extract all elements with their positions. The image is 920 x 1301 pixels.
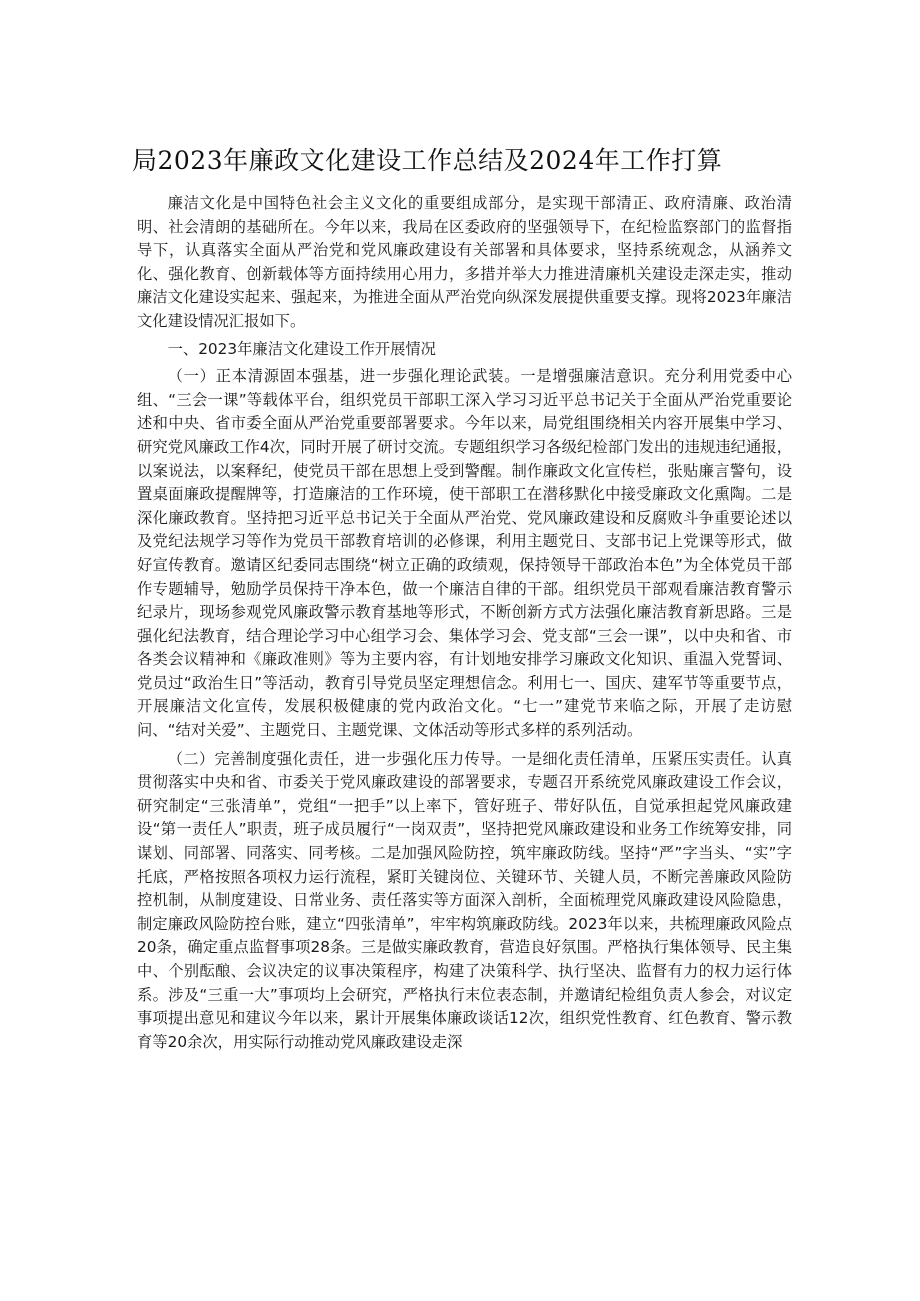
part-1-paragraph: （一）正本清源固本强基，进一步强化理论武装。一是增强廉洁意识。充分利用党委中心组、“三会一课”等载体平台，组织党员干部职工深入学习习近平总书记关于全面从严治党重要论述和中央、省市委全面从严治党重要部署要求。今年以来，局党组围绕相关内容开展集中学习、研究党风廉政工作4次，同时开展了研讨交流。专题组织学习各级纪检部门发出的违规违纪通报，以案说法，以案释纪，使党员干部在思想上受到警醒。制作廉政文化宣传栏，张贴廉言警句，设置桌面廉政提醒牌等，打造廉洁的工作环境，使干部职工在潜移默化中接受廉政文化熏陶。二是深化廉政教育。坚持把习近平总书记关于全面从严治党、党风廉政建设和反腐败斗争重要论述以及党纪法规学习等作为党员干部教育培训的必修课，利用主题党日、支部书记上党课等形式，做好宣传教育。邀请区纪委同志围绕“树立正确的政绩观，保持领导干部政治本色”为全体党员干部作专题辅导，勉励学员保持干净本色，做一个廉洁自律的干部。组织党员干部观看廉洁教育警示纪录片，现场参观党风廉政警示教育基地等形式，不断创新方式方法强化廉洁教育新思路。三是强化纪法教育，结合理论学习中心组学习会、集体学习会、党支部“三会一课”，以中央和省、市各类会议精神和《廉政准则》等为主要内容，有计划地安排学习廉政文化知识、重温入党誓词、党员过“政治生日”等活动，教育引导党员坚定理想信念。利用七一、国庆、建军节等重要节点，开展廉洁文化宣传，发展积极健康的党内政治文化。“七一”建党节来临之际，开展了走访慰问、“结对关爱”、主题党日、主题党课、文体活动等形式多样的系列活动。 (137, 367, 792, 740)
section-heading: 一、2023年廉洁文化建设工作开展情况 (167, 339, 436, 358)
document-body (137, 192, 792, 1054)
intro-paragraph: 廉洁文化是中国特色社会主义文化的重要组成部分，是实现干部清正、政府清廉、政治清明、社会清朗的基础所在。今年以来，我局在区委政府的坚强领导下，在纪检监察部门的监督指导下，认真落实全面从严治党和党风廉政建设有关部署和具体要求，坚持系统观念，从涵养文化、强化教育、创新载体等方面持续用心用力，多措并举大力推进清廉机关建设走深走实，推动廉洁文化建设实起来、强起来，为推进全面从严治党向纵深发展提供重要支撑。现将2023年廉洁文化建设情况汇报如下。 (137, 194, 792, 330)
document-title: 局2023年廉政文化建设工作总结及2024年工作打算 (132, 146, 723, 175)
part-2-paragraph: （二）完善制度强化责任，进一步强化压力传导。一是细化责任清单，压紧压实责任。认真贯彻落实中央和省、市委关于党风廉政建设的部署要求，专题召开系统党风廉政建设工作会议，研究制定“三张清单”，党组“一把手”以上率下，管好班子、带好队伍，自觉承担起党风廉政建设“第一责任人”职责，班子成员履行“一岗双责”，坚持把党风廉政建设和业务工作统筹安排，同谋划、同部署、同落实、同考核。二是加强风险防控，筑牢廉政防线。坚持“严”字当头、“实”字托底，严格按照各项权力运行流程，紧盯关键岗位、关键环节、关键人员，不断完善廉政风险防控机制，从制度建设、日常业务、责任落实等方面深入剖析，全面梳理党风廉政建设风险隐患，制定廉政风险防控台账，建立“四张清单”，牢牢构筑廉政防线。2023年以来，共梳理廉政风险点20条，确定重点监督事项28条。三是做实廉政教育，营造良好氛围。严格执行集体领导、民主集中、个别酝酿、会议决定的议事决策程序，构建了决策科学、执行坚决、监督有力的权力运行体系。涉及“三重一大”事项均上会研究，严格执行末位表态制，并邀请纪检组负责人参会，对议定事项提出意见和建议今年以来，累计开展集体廉政谈话12次，组织党性教育、红色教育、警示教育等20余次，用实际行动推动党风廉政建设走深 (137, 749, 792, 1051)
